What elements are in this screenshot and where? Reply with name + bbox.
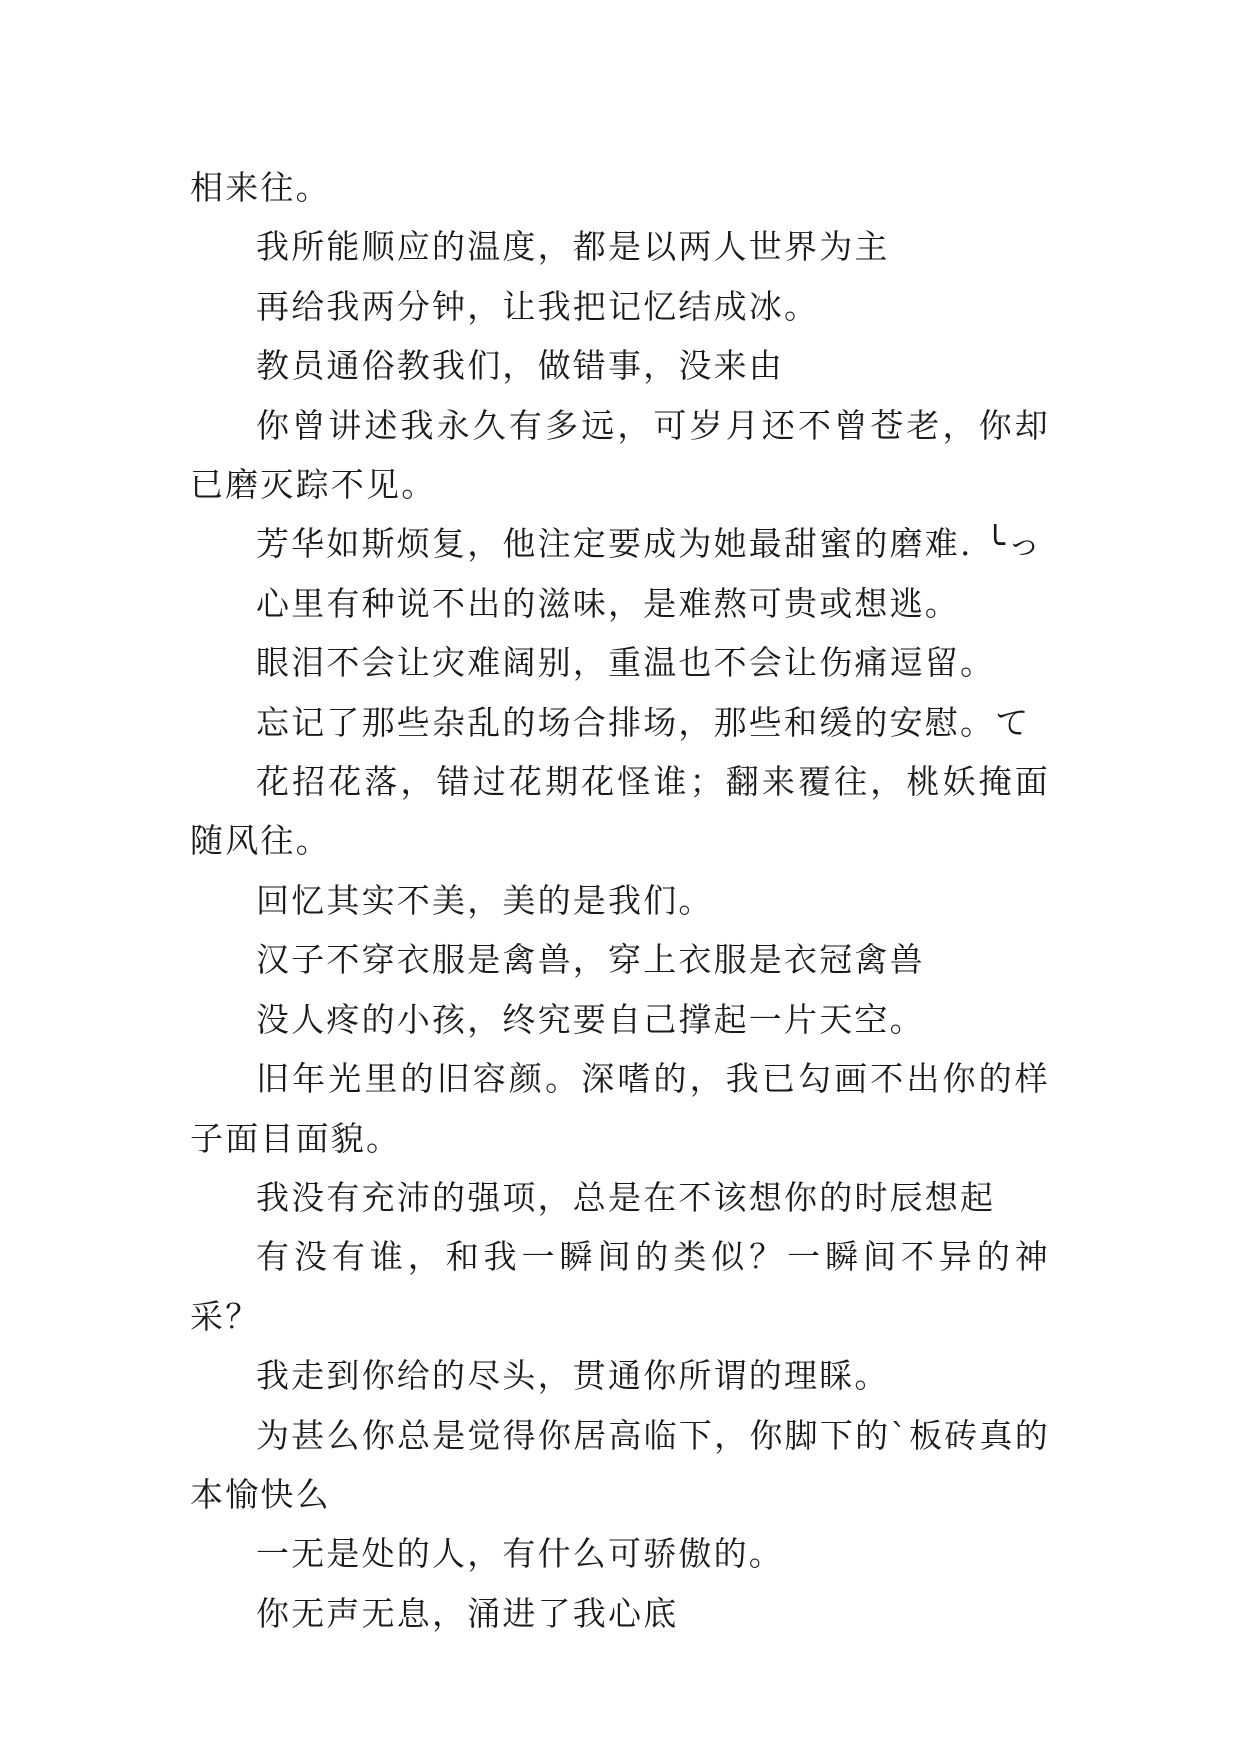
paragraph: 教员通俗教我们，做错事，没来由 (256, 346, 784, 386)
paragraph: 花招花落，错过花期花怪谁；翻来覆往，桃妖掩面随风往。 (190, 762, 1050, 861)
paragraph: 我走到你给的尽头，贯通你所谓的理睬。 (256, 1356, 890, 1396)
paragraph: 忘记了那些杂乱的场合排场，那些和缓的安慰。て (256, 702, 1031, 742)
paragraph: 没人疼的小孩，终究要自己撑起一片天空。 (256, 999, 925, 1039)
paragraph: 回忆其实不美，美的是我们。 (256, 880, 714, 920)
paragraph: 有没有谁，和我一瞬间的类似？一瞬间不异的神采？ (190, 1237, 1050, 1336)
paragraph: 再给我两分钟，让我把记忆结成冰。 (256, 286, 820, 326)
paragraph: 眼泪不会让灾难阔别，重温也不会让伤痛逗留。 (256, 643, 996, 683)
paragraph: 我没有充沛的强项，总是在不该想你的时辰想起 (256, 1177, 996, 1217)
paragraph: 旧年光里的旧容颜。深嗜的，我已勾画不出你的样子面目面貌。 (190, 1059, 1050, 1158)
paragraph: 相来往。 (190, 168, 331, 207)
paragraph: 一无是处的人，有什么可骄傲的。 (256, 1534, 784, 1574)
paragraph: 为甚么你总是觉得你居高临下，你脚下的`板砖真的本愉快么 (190, 1415, 1050, 1514)
paragraph: 你曾讲述我永久有多远，可岁月还不曾苍老，你却已磨灭踪不见。 (190, 405, 1050, 505)
paragraph: 我所能顺应的温度，都是以两人世界为主 (256, 227, 890, 267)
paragraph: 芳华如斯烦复，他注定要成为她最甜蜜的磨难. ╰っ (256, 524, 1043, 564)
paragraph: 汉子不穿衣服是禽兽，穿上衣服是衣冠禽兽 (256, 940, 925, 980)
paragraph: 你无声无息，涌进了我心底 (256, 1593, 679, 1633)
document-body (190, 158, 1050, 1643)
paragraph: 心里有种说不出的滋味，是难熬可贵或想逃。 (256, 583, 960, 623)
